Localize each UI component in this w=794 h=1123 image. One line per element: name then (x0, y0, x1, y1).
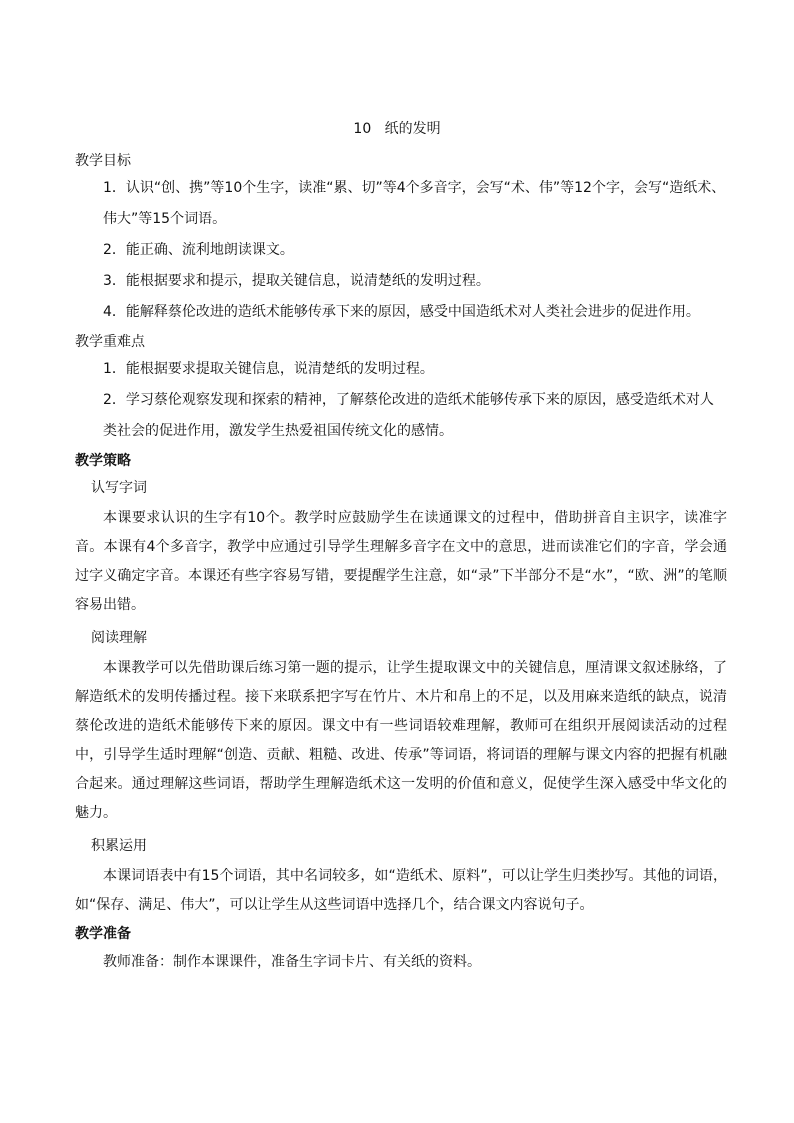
key-points-heading: 教学重难点 (75, 334, 145, 350)
strategy-text-1: 本课要求认识的生字有10个。教学时应鼓励学生在读通课文的过程中，借助拼音自主识字，读准字音。本课有4个多音字，教学中应通过引导学生理解多音字在文中的意思，进而读准它们的字音，学会通过字义确定字音。本课还有些字容易写错，要提醒学生注意，如“录”下半部分不是“水”，“欧、洲”的笔顺容易出错。 (75, 510, 727, 613)
strategy-subheading-3: 积累运用 (91, 838, 147, 854)
goal-item-1: 1．认识“创、携”等10个生字，读准“累、切”等4个多音字，会写“术、伟”等12个字，会写“造纸术、伟大”等15个词语。 (103, 180, 726, 227)
goal-item-3: 3．能根据要求和提示，提取关键信息，说清楚纸的发明过程。 (103, 273, 490, 289)
goal-item-2: 2．能正确、流利地朗读课文。 (103, 242, 294, 258)
goal-item-4: 4．能解释蔡伦改进的造纸术能够传承下来的原因，感受中国造纸术对人类社会进步的促进作用。 (103, 304, 700, 320)
strategy-text-2: 本课教学可以先借助课后练习第一题的提示，让学生提取课文中的关键信息，厘清课文叙述脉络，了解造纸术的发明传播过程。接下来联系把字写在竹片、木片和帛上的不足，以及用麻来造纸的缺点，说清蔡伦改进的造纸术能够传下来的原因。课文中有一些词语较难理解，教师可在组织开展阅读活动的过程中，引导学生适时理解“创造、贡献、粗糙、改进、传承”等词语，将词语的理解与课文内容的把握有机融合起来。通过理解这些词语，帮助学生理解造纸术这一发明的价值和意义，促使学生深入感受中华文化的魅力。 (75, 660, 727, 821)
strategy-text-3: 本课词语表中有15个词语，其中名词较多，如“造纸术、原料”，可以让学生归类抄写。其他的词语，如“保存、满足、伟大”，可以让学生从这些词语中选择几个，结合课文内容说句子。 (75, 868, 727, 913)
strategy-heading: 教学策略 (75, 453, 131, 469)
goals-heading: 教学目标 (75, 153, 131, 169)
preparation-text: 教师准备：制作本课课件，准备生字词卡片、有关纸的资料。 (103, 954, 481, 970)
document-body (75, 149, 727, 977)
key-point-item-1: 1．能根据要求提取关键信息，说清楚纸的发明过程。 (103, 361, 434, 377)
strategy-subheading-2: 阅读理解 (91, 630, 147, 646)
lesson-title: 10 纸的发明 (353, 121, 441, 137)
preparation-heading: 教学准备 (75, 926, 131, 942)
key-point-item-2: 2．学习蔡伦观察发现和探索的精神，了解蔡伦改进的造纸术能够传承下来的原因，感受造纸术对人类社会的促进作用，激发学生热爱祖国传统文化的感情。 (103, 392, 714, 439)
strategy-subheading-1: 认写字词 (91, 480, 147, 496)
